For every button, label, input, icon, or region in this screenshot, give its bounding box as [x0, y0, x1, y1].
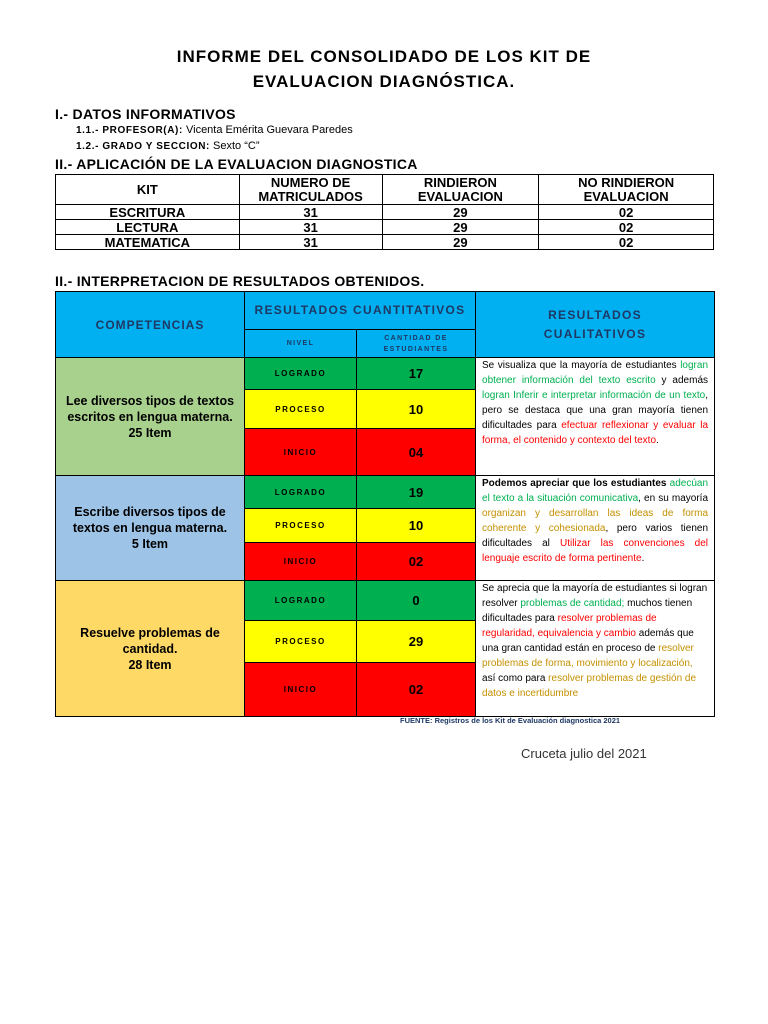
profesor-value: Vicenta Emérita Guevara Paredes	[185, 124, 353, 136]
qual-span: muchos tienen dificultades para	[482, 598, 693, 624]
competencia-lee	[56, 358, 245, 476]
cantidad-cell: 17	[357, 358, 476, 390]
qual-text	[482, 476, 708, 566]
resultado-cualitativo-escribe	[476, 476, 715, 581]
kit-cell: 02	[539, 205, 714, 220]
nivel-logrado: LOGRADO	[245, 358, 357, 390]
competencia-escribe	[56, 476, 245, 581]
qual-span: logran Inferir e interpretar información de un texto	[482, 390, 706, 401]
table-row	[56, 476, 715, 509]
cantidad-cell: 19	[357, 476, 476, 509]
title-line-1: INFORME DEL CONSOLIDADO DE LOS KIT DE	[176, 47, 592, 66]
qual-text	[482, 581, 708, 701]
kit-cell: LECTURA	[56, 220, 240, 235]
qual-span: además que una gran cantidad están en proceso de	[482, 628, 694, 654]
kit-header-rindieron: RINDIERON EVALUACION	[382, 175, 539, 205]
qual-span: resolver problemas de forma, movimiento y localización,	[482, 643, 694, 669]
nivel-inicio: INICIO	[245, 429, 357, 476]
kit-header-matriculados: NUMERO DE MATRICULADOS	[239, 175, 382, 205]
cantidad-cell: 29	[357, 621, 476, 663]
qual-span: Se visualiza que la mayoría de estudiantes	[482, 360, 681, 371]
nivel-proceso: PROCESO	[245, 390, 357, 429]
profesor-label: 1.1.- PROFESOR(A):	[76, 125, 183, 136]
kit-header-no-rindieron: NO RINDIERON EVALUACION	[539, 175, 714, 205]
kit-cell: 29	[382, 220, 539, 235]
section-aplicacion-heading: II.- APLICACIÓN DE LA EVALUACION DIAGNOSTICA	[55, 156, 418, 172]
kit-cell: 02	[539, 235, 714, 250]
qual-span: adecúan el texto a la situación comunicativa	[482, 478, 709, 504]
table-row	[56, 358, 715, 390]
nivel-inicio: INICIO	[245, 663, 357, 717]
kit-cell: ESCRITURA	[56, 205, 240, 220]
qual-span: .	[656, 435, 659, 446]
header-cantidad: CANTIDAD DE ESTUDIANTES	[357, 330, 476, 358]
fuente-note: FUENTE: Registros de los Kit de Evaluación diagnostica 2021	[400, 716, 621, 725]
cantidad-cell: 10	[357, 390, 476, 429]
competencia-name: Escribe diversos tipos de textos en lengua materna.	[72, 505, 228, 535]
cantidad-cell: 10	[357, 509, 476, 543]
nivel-proceso: PROCESO	[245, 621, 357, 663]
resultados-table	[55, 291, 715, 717]
nivel-logrado: LOGRADO	[245, 476, 357, 509]
resultado-cualitativo-resuelve	[476, 581, 715, 717]
nivel-logrado: LOGRADO	[245, 581, 357, 621]
competencia-name: Resuelve problemas de cantidad.	[80, 625, 220, 656]
grado-line	[76, 140, 260, 152]
cantidad-cell: 04	[357, 429, 476, 476]
qual-span: organizan y desarrollan las ideas de forma coherente y cohesionada	[482, 508, 709, 534]
kit-cell: 29	[382, 205, 539, 220]
grado-value: Sexto “C”	[213, 140, 260, 152]
header-cualitativos-label: RESULTADOS CUALITATIVOS	[543, 307, 647, 341]
section-interpretacion-heading: II.- INTERPRETACION DE RESULTADOS OBTENIDOS.	[55, 273, 425, 289]
cantidad-cell: 02	[357, 543, 476, 581]
title-line-2: EVALUACION DIAGNÓSTICA.	[252, 72, 516, 91]
kit-header-kit: KIT	[56, 175, 240, 205]
competencia-items: 28 Item	[128, 657, 172, 672]
qual-span: Se aprecia que la mayoría de estudiantes si logran resolver	[482, 583, 708, 609]
nivel-inicio: INICIO	[245, 543, 357, 581]
qual-span: .	[641, 553, 645, 564]
qual-span: , pero varios tienen dificultades al	[482, 523, 709, 549]
table-row	[56, 581, 715, 621]
kit-cell: 31	[239, 205, 382, 220]
qual-span: logran obtener información del texto escrito	[482, 360, 709, 386]
nivel-proceso: PROCESO	[245, 509, 357, 543]
section-datos-heading: I.- DATOS INFORMATIVOS	[55, 106, 236, 122]
qual-span: problemas de cantidad;	[520, 598, 625, 609]
qual-span: y además	[655, 375, 709, 386]
header-nivel: NIVEL	[245, 330, 357, 358]
qual-text	[482, 358, 708, 448]
kit-table	[55, 174, 714, 250]
resultado-cualitativo-lee	[476, 358, 715, 476]
qual-span: así como para	[482, 673, 549, 684]
qual-span: Utilizar las convenciones del lenguaje escrito de forma pertinente	[482, 538, 709, 564]
table-row	[56, 205, 714, 220]
competencia-items: 5 Item	[131, 537, 169, 551]
qual-span: resolver problemas de regularidad, equivalencia y cambio	[482, 613, 657, 639]
qual-span: , en su mayoría	[638, 493, 709, 504]
grado-label: 1.2.- GRADO Y SECCION:	[76, 141, 210, 152]
header-competencias: COMPETENCIAS	[56, 292, 245, 358]
page-title	[0, 44, 768, 94]
kit-cell: 31	[239, 220, 382, 235]
profesor-line	[76, 124, 353, 136]
place-date: Cruceta julio del 2021	[521, 746, 647, 761]
cantidad-cell: 0	[357, 581, 476, 621]
qual-span: , pero se destaca que una gran mayoría tienen dificultades para	[482, 390, 709, 431]
kit-cell: 02	[539, 220, 714, 235]
kit-table-header	[56, 175, 714, 205]
kit-cell: 31	[239, 235, 382, 250]
resultados-header-row	[56, 292, 715, 330]
competencia-items: 25 Item	[128, 425, 172, 440]
competencia-name: Lee diversos tipos de textos escritos en lengua materna.	[65, 393, 235, 424]
kit-cell: 29	[382, 235, 539, 250]
header-cualitativos	[476, 292, 715, 358]
cantidad-cell: 02	[357, 663, 476, 717]
table-row	[56, 220, 714, 235]
header-cuantitativos: RESULTADOS CUANTITATIVOS	[245, 292, 476, 330]
qual-span: efectuar reflexionar y evaluar la forma, el contenido y contexto del texto	[482, 420, 709, 446]
qual-span: resolver problemas de gestión de datos e incertidumbre	[482, 673, 697, 699]
kit-cell: MATEMATICA	[56, 235, 240, 250]
table-row	[56, 235, 714, 250]
qual-span: Podemos apreciar que los estudiantes	[482, 478, 670, 489]
competencia-resuelve	[56, 581, 245, 717]
